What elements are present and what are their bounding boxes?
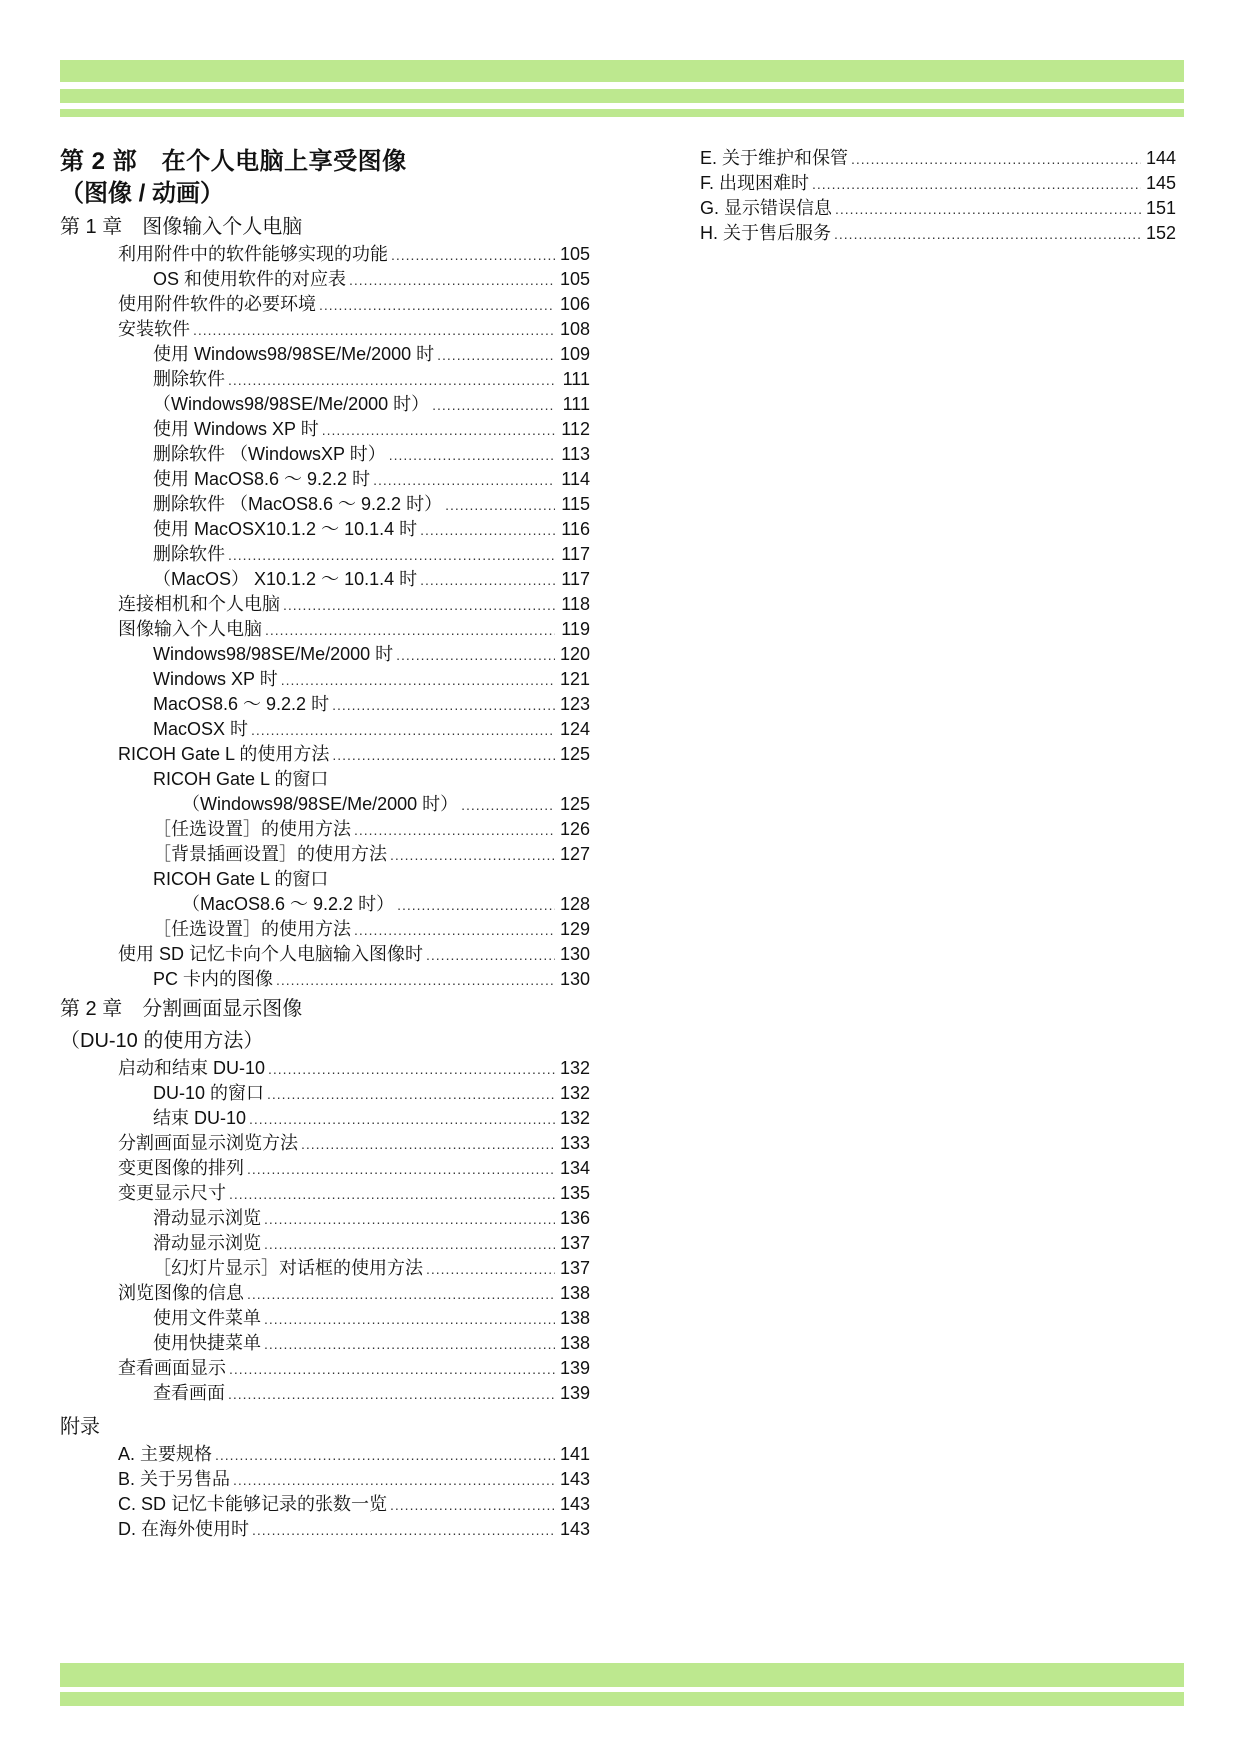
header-band-1 — [60, 60, 1184, 82]
toc-entry[interactable]: DU-10 的窗口 ..... 132 — [60, 1081, 590, 1106]
toc-entry[interactable]: 使用附件软件的必要环境 ..... 106 — [60, 292, 590, 317]
toc-entry[interactable]: 查看画面显示 ..... 139 — [60, 1356, 590, 1381]
toc-entry[interactable]: C. SD 记忆卡能够记录的张数一览 ..... 143 — [60, 1492, 590, 1517]
toc-entry[interactable]: D. 在海外使用时 ..... 143 — [60, 1517, 590, 1542]
toc-entry[interactable]: ［背景插画设置］的使用方法 ..... 127 — [60, 842, 590, 867]
toc-entry[interactable]: 查看画面 ..... 139 — [60, 1381, 590, 1406]
chapter-1-entries — [60, 242, 590, 992]
toc-entry[interactable]: 变更图像的排列 ..... 134 — [60, 1156, 590, 1181]
toc-entry[interactable]: MacOS8.6 ～ 9.2.2 时 ..... 123 — [60, 692, 590, 717]
toc-entry-heading[interactable]: RICOH Gate L 的窗口 — [153, 769, 329, 789]
toc-entry[interactable]: Windows98/98SE/Me/2000 时 ..... 120 — [60, 642, 590, 667]
toc-entry[interactable]: 启动和结束 DU-10 ..... 132 — [60, 1056, 590, 1081]
toc-entry[interactable]: （MacOS8.6 ～ 9.2.2 时） ..... 128 — [60, 892, 590, 917]
toc-entry[interactable]: 使用 Windows XP 时 ..... 112 — [60, 417, 590, 442]
appendix-entries-left — [60, 1442, 590, 1542]
toc-entry[interactable]: E. 关于维护和保管 ..... 144 — [700, 146, 1176, 171]
toc-entry[interactable]: 删除软件 （WindowsXP 时） ..... 113 — [60, 442, 590, 467]
toc-entry-heading[interactable]: RICOH Gate L 的窗口 — [153, 869, 329, 889]
toc-entry[interactable]: G. 显示错误信息 ..... 151 — [700, 196, 1176, 221]
toc-entry[interactable]: ［任选设置］的使用方法 ..... 129 — [60, 917, 590, 942]
toc-entry[interactable]: H. 关于售后服务 ..... 152 — [700, 221, 1176, 246]
footer-band-2 — [60, 1692, 1184, 1706]
toc-entry[interactable]: 结束 DU-10 ..... 132 — [60, 1106, 590, 1131]
toc-entry[interactable]: F. 出现困难时 ..... 145 — [700, 171, 1176, 196]
part-title: 第 2 部 在个人电脑上享受图像 — [60, 148, 407, 175]
toc-entry[interactable]: 使用 MacOS8.6 ～ 9.2.2 时 ..... 114 — [60, 467, 590, 492]
chapter-2-subtitle: （DU-10 的使用方法） — [60, 1030, 264, 1052]
toc-entry[interactable]: PC 卡内的图像 ..... 130 — [60, 967, 590, 992]
part-subtitle: （图像 / 动画） — [60, 180, 225, 207]
toc-entry[interactable]: 图像输入个人电脑 ..... 119 — [60, 617, 590, 642]
toc-entry[interactable]: （Windows98/98SE/Me/2000 时） ..... 125 — [60, 792, 590, 817]
header-band-2 — [60, 89, 1184, 103]
appendix-title: 附录 — [60, 1416, 100, 1438]
toc-entry[interactable]: 使用 SD 记忆卡向个人电脑输入图像时 ..... 130 — [60, 942, 590, 967]
toc-entry[interactable]: 删除软件 ..... 111 — [60, 367, 590, 392]
toc-entry[interactable]: 使用 MacOSX10.1.2 ～ 10.1.4 时 ..... 116 — [60, 517, 590, 542]
toc-entry[interactable]: 滑动显示浏览 ..... 137 — [60, 1231, 590, 1256]
appendix-entries-right — [700, 146, 1176, 246]
toc-entry[interactable]: ［任选设置］的使用方法 ..... 126 — [60, 817, 590, 842]
toc-entry[interactable]: ［幻灯片显示］对话框的使用方法 ..... 137 — [60, 1256, 590, 1281]
chapter-1-title: 第 1 章 图像输入个人电脑 — [60, 216, 303, 238]
toc-entry[interactable]: RICOH Gate L 的使用方法 ..... 125 — [60, 742, 590, 767]
toc-entry[interactable]: （MacOS） X10.1.2 ～ 10.1.4 时 ..... 117 — [60, 567, 590, 592]
toc-entry[interactable]: 浏览图像的信息 ..... 138 — [60, 1281, 590, 1306]
toc-left-column — [60, 146, 590, 1542]
toc-entry[interactable]: （Windows98/98SE/Me/2000 时） ..... 111 — [60, 392, 590, 417]
toc-entry[interactable]: 删除软件 ..... 117 — [60, 542, 590, 567]
toc-entry[interactable]: 分割画面显示浏览方法 ..... 133 — [60, 1131, 590, 1156]
toc-entry[interactable]: MacOSX 时 ..... 124 — [60, 717, 590, 742]
header-band-3 — [60, 109, 1184, 117]
toc-entry[interactable]: 使用快捷菜单 ..... 138 — [60, 1331, 590, 1356]
toc-entry[interactable]: 利用附件中的软件能够实现的功能 ..... 105 — [60, 242, 590, 267]
toc-entry[interactable]: 使用 Windows98/98SE/Me/2000 时 ..... 109 — [60, 342, 590, 367]
toc-entry[interactable]: Windows XP 时 ..... 121 — [60, 667, 590, 692]
toc-entry[interactable]: 使用文件菜单 ..... 138 — [60, 1306, 590, 1331]
toc-entry[interactable]: OS 和使用软件的对应表 ..... 105 — [60, 267, 590, 292]
toc-entry[interactable]: 删除软件 （MacOS8.6 ～ 9.2.2 时） ..... 115 — [60, 492, 590, 517]
toc-entry[interactable]: B. 关于另售品 ..... 143 — [60, 1467, 590, 1492]
toc-entry[interactable]: 安装软件 ..... 108 — [60, 317, 590, 342]
footer-band-1 — [60, 1663, 1184, 1687]
toc-entry[interactable]: A. 主要规格 ..... 141 — [60, 1442, 590, 1467]
chapter-2-entries — [60, 1056, 590, 1406]
toc-entry[interactable]: 连接相机和个人电脑 ..... 118 — [60, 592, 590, 617]
toc-right-column — [700, 146, 1176, 246]
toc-entry[interactable]: 滑动显示浏览 ..... 136 — [60, 1206, 590, 1231]
toc-entry[interactable]: 变更显示尺寸 ..... 135 — [60, 1181, 590, 1206]
chapter-2-title: 第 2 章 分割画面显示图像 — [60, 998, 303, 1020]
